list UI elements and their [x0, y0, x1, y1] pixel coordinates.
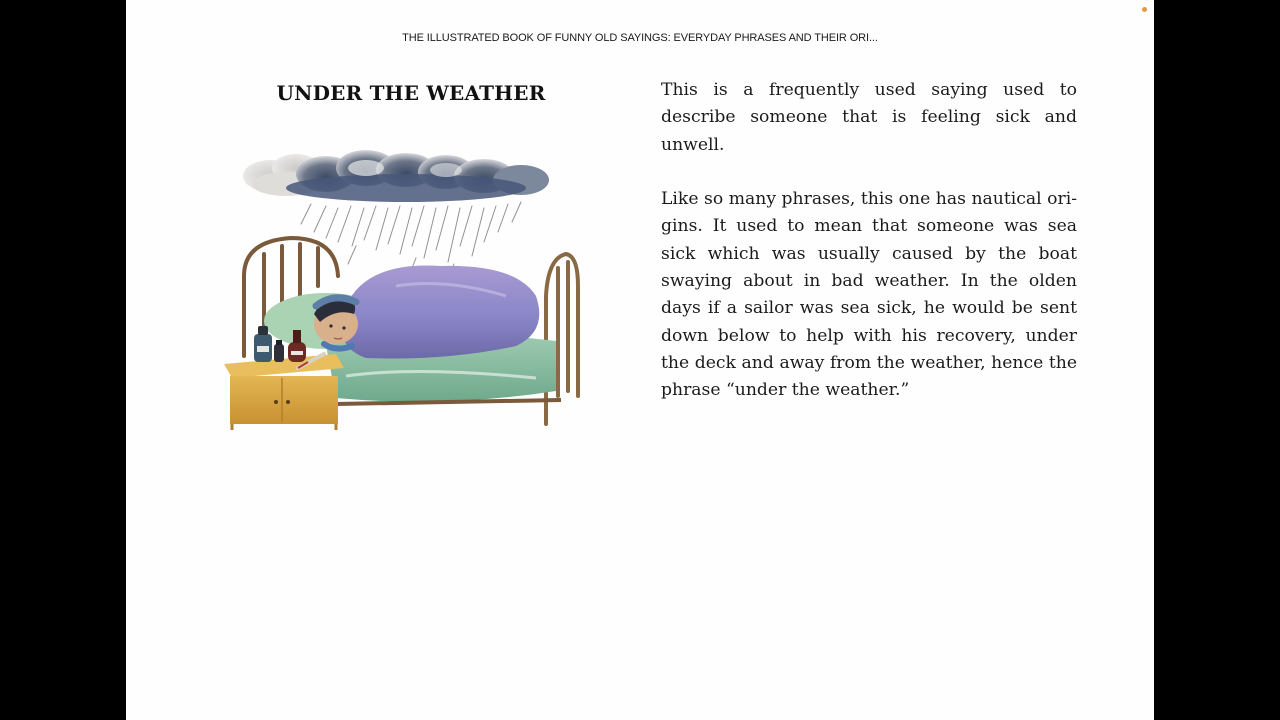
page-title: UNDER THE WEATHER — [276, 81, 546, 105]
running-header-book-title: THE ILLUSTRATED BOOK OF FUNNY OLD SAYINGS: EVERYDAY PHRASES AND THEIR ORI... — [402, 32, 878, 44]
watercolor-illustration — [216, 146, 606, 431]
paragraph-definition: This is a frequently used saying used to describe someone that is feeling sick and unwell. — [661, 80, 1077, 155]
paragraph-origin: Like so many phrases, this one has nautical origins. It used to mean that someone was sea sick which was usually caused by the boat swaying about in bad weather. In the olden days if a sailor was sea sick, he would be sent down below to help with his recovery, under the deck and away from the weather, hence the phrase “under the weather.” — [661, 189, 1077, 401]
reading-progress-dot — [1142, 7, 1147, 12]
body-text-column — [661, 77, 1077, 432]
book-page[interactable] — [126, 0, 1154, 720]
sick-in-bed-illustration-icon — [216, 146, 606, 431]
left-column — [216, 78, 606, 108]
